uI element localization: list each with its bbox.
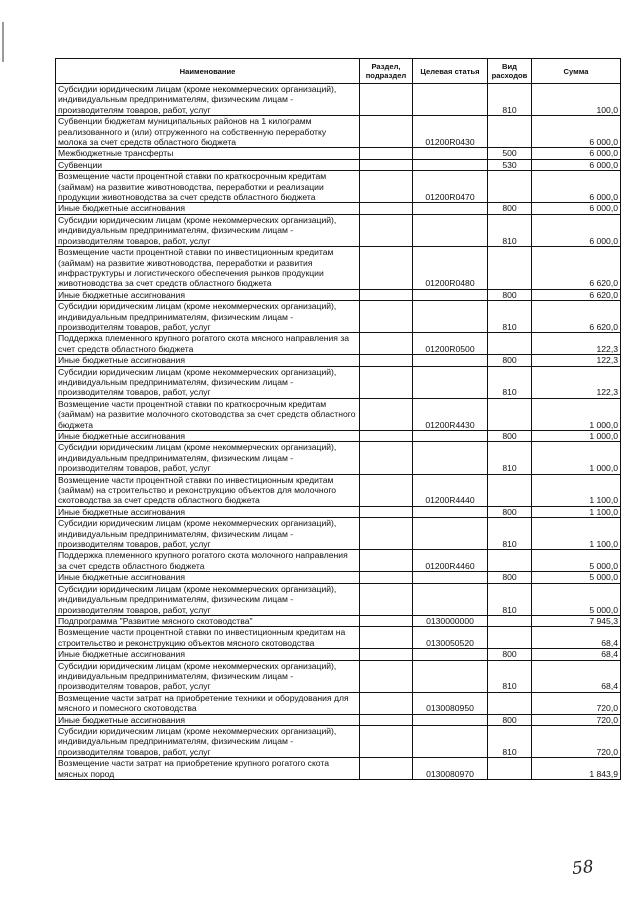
row-section [360,518,413,550]
table-row [56,214,621,246]
row-name: Подпрограмма "Развитие мясного скотоводства" [56,615,360,626]
row-name: Субсидии юридическим лицам (кроме некоммерческих организаций), индивидуальным предпринимателям, физическим лицам - производителям товаров, работ, услуг [56,214,360,246]
row-article [413,725,488,757]
table-row [56,518,621,550]
row-article [413,714,488,725]
row-sum: 720,0 [532,714,621,725]
row-name: Возмещение части затрат на приобретение техники и оборудования для мясного и помесного скотоводства [56,692,360,714]
row-sum: 6 620,0 [532,301,621,333]
row-name: Субвенции [56,159,360,170]
row-article: 01200R0470 [413,171,488,203]
row-section [360,615,413,626]
table-row [56,627,621,649]
table-row [56,572,621,583]
row-section [360,148,413,159]
row-kind: 810 [488,583,532,615]
row-name: Поддержка племенного крупного рогатого скота мясного направления за счет средств областного бюджета [56,333,360,355]
row-sum: 6 620,0 [532,247,621,290]
header-sum: Сумма [532,59,621,84]
budget-table [55,58,621,780]
row-article [413,442,488,474]
row-kind [488,171,532,203]
row-article [413,660,488,692]
row-article: 01200R4460 [413,550,488,572]
header-row [56,59,621,84]
table-row [56,649,621,660]
table-row [56,506,621,517]
row-section [360,301,413,333]
row-name: Субсидии юридическим лицам (кроме некоммерческих организаций), индивидуальным предпринимателям, физическим лицам - производителям товаров, работ, услуг [56,84,360,116]
table-row [56,247,621,290]
table-row [56,398,621,430]
row-section [360,203,413,214]
row-sum: 6 000,0 [532,148,621,159]
row-name: Возмещение части процентной ставки по краткосрочным кредитам (займам) на развитие молочного скотоводства за счет средств областного бюджета [56,398,360,430]
table-row [56,355,621,366]
row-name: Субсидии юридическим лицам (кроме некоммерческих организаций), индивидуальным предпринимателям, физическим лицам - производителям товаров, работ, услуг [56,518,360,550]
header-kind: Вид расходов [488,59,532,84]
row-section [360,333,413,355]
row-article [413,148,488,159]
row-sum: 68,4 [532,649,621,660]
row-section [360,649,413,660]
table-row [56,758,621,780]
row-name: Возмещение части процентной ставки по краткосрочным кредитам (займам) на развитие животноводства, переработки и реализации продукции животноводства за счет средств областного бюджета [56,171,360,203]
table-row [56,203,621,214]
row-article [413,289,488,300]
table-row [56,84,621,116]
row-sum: 5 000,0 [532,572,621,583]
row-sum: 1 100,0 [532,506,621,517]
row-name: Иные бюджетные ассигнования [56,289,360,300]
row-kind: 810 [488,725,532,757]
row-sum: 7 945,3 [532,615,621,626]
row-kind [488,116,532,148]
row-kind: 810 [488,442,532,474]
row-article [413,572,488,583]
table-row [56,714,621,725]
row-section [360,431,413,442]
row-kind: 800 [488,289,532,300]
row-kind: 530 [488,159,532,170]
row-section [360,660,413,692]
row-kind [488,627,532,649]
row-section [360,289,413,300]
row-kind: 500 [488,148,532,159]
table-row [56,583,621,615]
row-article [413,366,488,398]
header-name: Наименование [56,59,360,84]
row-kind [488,333,532,355]
row-sum: 1 843,9 [532,758,621,780]
row-kind: 810 [488,366,532,398]
row-section [360,550,413,572]
row-article: 0130080950 [413,692,488,714]
row-sum: 5 000,0 [532,550,621,572]
row-section [360,572,413,583]
row-kind: 800 [488,431,532,442]
row-section [360,725,413,757]
row-sum: 6 620,0 [532,289,621,300]
row-article: 01200R4440 [413,474,488,506]
row-sum: 100,0 [532,84,621,116]
table-row [56,692,621,714]
row-article [413,431,488,442]
row-kind [488,247,532,290]
row-section [360,758,413,780]
page-number: 58 [571,856,595,880]
row-sum: 122,3 [532,366,621,398]
table-row [56,615,621,626]
row-name: Субсидии юридическим лицам (кроме некоммерческих организаций), индивидуальным предпринимателям, физическим лицам - производителям товаров, работ, услуг [56,583,360,615]
table-row [56,301,621,333]
row-name: Возмещение части процентной ставки по инвестиционным кредитам на строительство и реконструкцию объектов мясного скотоводства [56,627,360,649]
row-kind [488,692,532,714]
row-kind: 800 [488,572,532,583]
row-kind: 800 [488,506,532,517]
row-article [413,203,488,214]
row-article [413,506,488,517]
row-section [360,84,413,116]
row-sum: 1 000,0 [532,442,621,474]
row-sum: 1 000,0 [532,398,621,430]
binder-mark [2,22,4,62]
row-sum: 68,4 [532,660,621,692]
row-article [413,214,488,246]
table-row [56,159,621,170]
row-article: 01200R4430 [413,398,488,430]
table-row [56,289,621,300]
row-name: Иные бюджетные ассигнования [56,506,360,517]
row-article: 0130000000 [413,615,488,626]
row-name: Возмещение части затрат на приобретение крупного рогатого скота мясных пород [56,758,360,780]
row-sum: 6 000,0 [532,159,621,170]
row-name: Возмещение части процентной ставки по инвестиционным кредитам (займам) на развитие животноводства, переработки и развития инфраструктуры и логистического обеспечения рынков продукции животноводства за счет средств областного бюджета [56,247,360,290]
row-article: 01200R0480 [413,247,488,290]
row-section [360,474,413,506]
row-kind: 810 [488,301,532,333]
row-name: Поддержка племенного крупного рогатого скота молочного направления за счет средств областного бюджета [56,550,360,572]
row-section [360,116,413,148]
header-article: Целевая статья [413,59,488,84]
row-sum: 1 100,0 [532,518,621,550]
row-sum: 6 000,0 [532,203,621,214]
row-sum: 122,3 [532,355,621,366]
row-kind [488,398,532,430]
row-article: 01200R0430 [413,116,488,148]
row-article [413,649,488,660]
row-sum: 6 000,0 [532,171,621,203]
row-section [360,398,413,430]
row-sum: 720,0 [532,692,621,714]
row-section [360,506,413,517]
row-name: Субсидии юридическим лицам (кроме некоммерческих организаций), индивидуальным предпринимателям, физическим лицам - производителям товаров, работ, услуг [56,442,360,474]
row-article: 0130050520 [413,627,488,649]
row-section [360,214,413,246]
row-article [413,518,488,550]
row-name: Субсидии юридическим лицам (кроме некоммерческих организаций), индивидуальным предпринимателям, физическим лицам - производителям товаров, работ, услуг [56,301,360,333]
table-row [56,660,621,692]
row-name: Субсидии юридическим лицам (кроме некоммерческих организаций), индивидуальным предпринимателям, физическим лицам - производителям товаров, работ, услуг [56,366,360,398]
row-name: Иные бюджетные ассигнования [56,649,360,660]
row-section [360,171,413,203]
row-article: 01200R0500 [413,333,488,355]
row-kind: 810 [488,660,532,692]
row-section [360,366,413,398]
row-sum: 1 000,0 [532,431,621,442]
row-name: Субсидии юридическим лицам (кроме некоммерческих организаций), индивидуальным предпринимателям, физическим лицам - производителям товаров, работ, услуг [56,725,360,757]
table-body [56,84,621,780]
row-name: Иные бюджетные ассигнования [56,355,360,366]
row-sum: 122,3 [532,333,621,355]
table-row [56,116,621,148]
table-row [56,366,621,398]
row-sum: 6 000,0 [532,116,621,148]
row-article [413,301,488,333]
row-section [360,159,413,170]
row-name: Иные бюджетные ассигнования [56,203,360,214]
row-section [360,714,413,725]
row-kind: 810 [488,214,532,246]
row-article [413,583,488,615]
row-sum: 720,0 [532,725,621,757]
row-name: Субсидии юридическим лицам (кроме некоммерческих организаций), индивидуальным предпринимателям, физическим лицам - производителям товаров, работ, услуг [56,660,360,692]
row-section [360,247,413,290]
table-row [56,442,621,474]
row-sum: 1 100,0 [532,474,621,506]
row-name: Иные бюджетные ассигнования [56,572,360,583]
row-name: Субвенции бюджетам муниципальных районов на 1 килограмм реализованного и (или) отгруженного на собственную переработку молока за счет средств областного бюджета [56,116,360,148]
table-row [56,171,621,203]
row-kind: 800 [488,203,532,214]
table-row [56,550,621,572]
row-section [360,583,413,615]
row-name: Иные бюджетные ассигнования [56,714,360,725]
row-kind [488,615,532,626]
row-name: Возмещение части процентной ставки по инвестиционным кредитам (займам) на строительство и реконструкцию объектов для молочного скотоводства за счет средств областного бюджета [56,474,360,506]
row-article [413,84,488,116]
row-kind: 800 [488,714,532,725]
row-section [360,692,413,714]
row-section [360,627,413,649]
row-kind [488,550,532,572]
row-kind: 810 [488,84,532,116]
row-article [413,355,488,366]
row-article [413,159,488,170]
row-kind [488,474,532,506]
row-name: Иные бюджетные ассигнования [56,431,360,442]
row-kind: 800 [488,355,532,366]
table-row [56,725,621,757]
row-kind: 800 [488,649,532,660]
row-article: 0130080970 [413,758,488,780]
row-kind [488,758,532,780]
row-section [360,355,413,366]
row-name: Межбюджетные трансферты [56,148,360,159]
table-row [56,148,621,159]
table-row [56,431,621,442]
row-section [360,442,413,474]
row-sum: 5 000,0 [532,583,621,615]
row-sum: 68,4 [532,627,621,649]
table-row [56,474,621,506]
table-row [56,333,621,355]
row-kind: 810 [488,518,532,550]
header-section: Раздел, подраздел [360,59,413,84]
row-sum: 6 000,0 [532,214,621,246]
